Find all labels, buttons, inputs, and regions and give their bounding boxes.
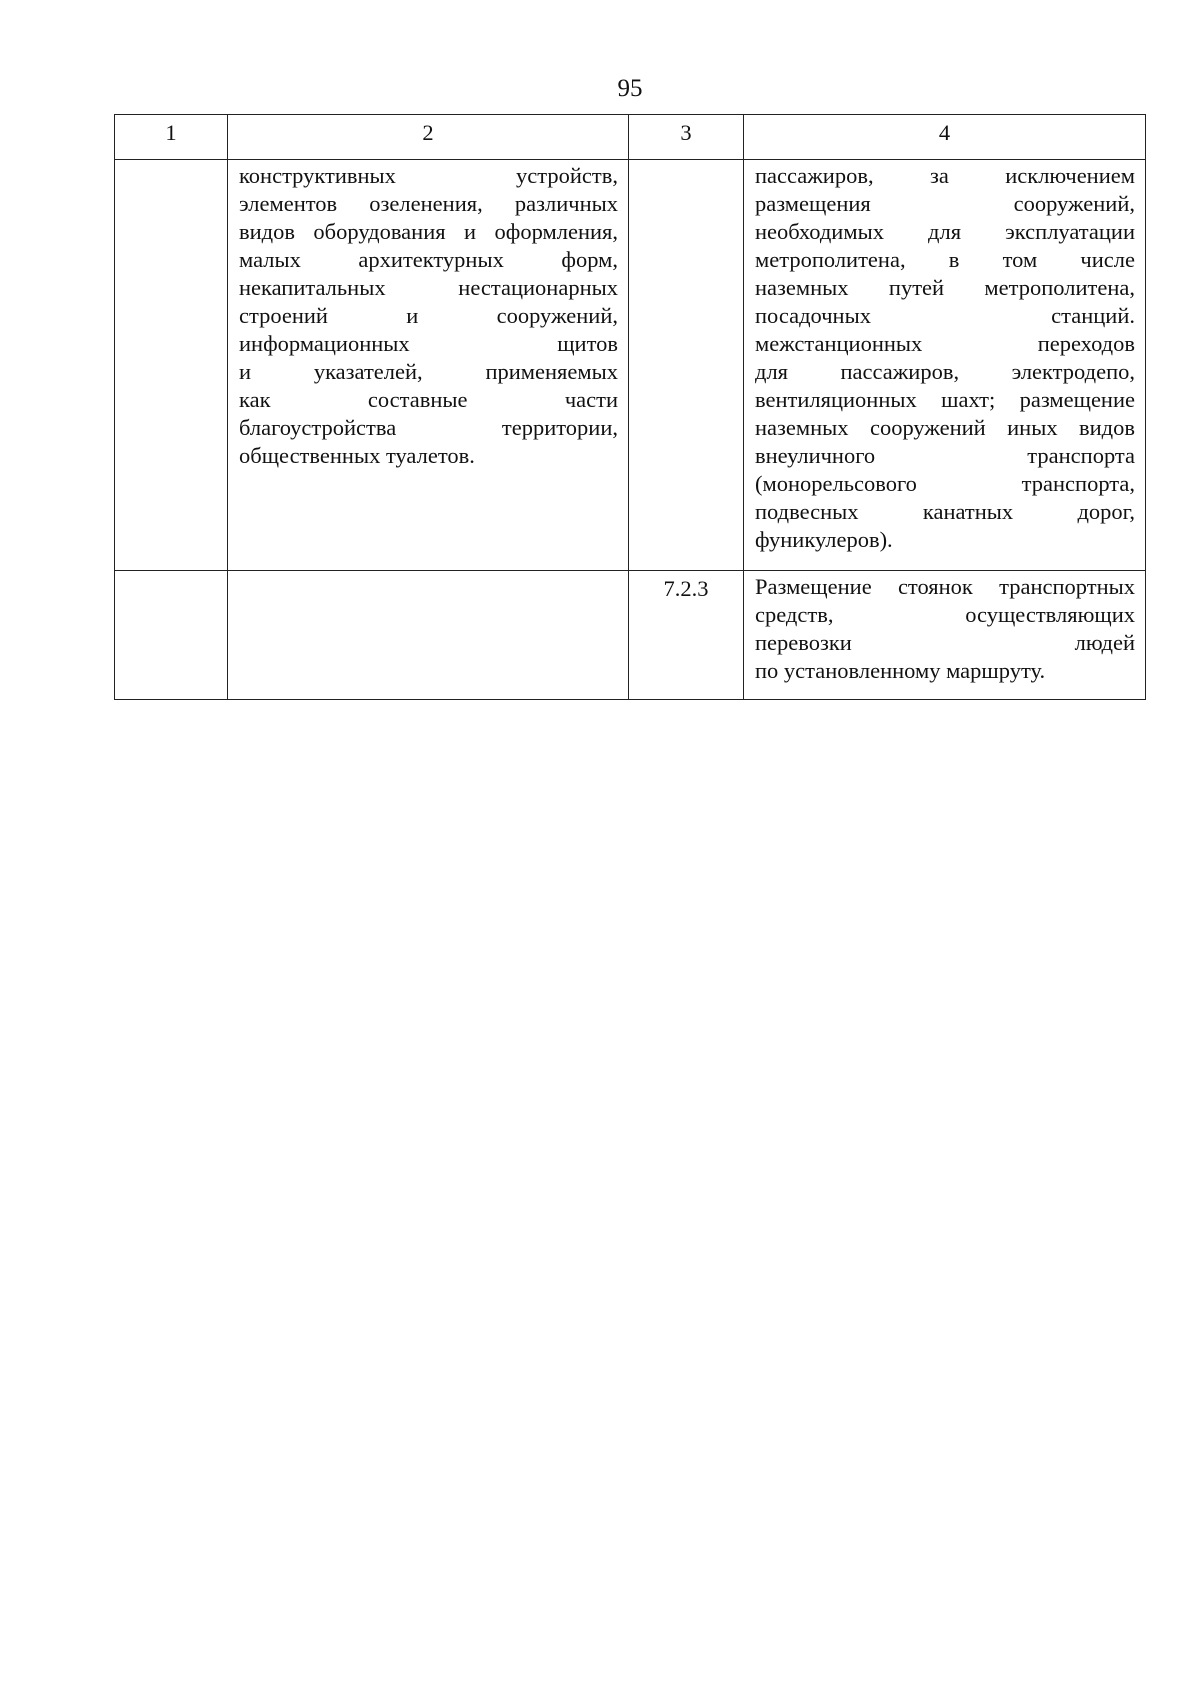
text-line: пассажиров, за исключением [755, 163, 1135, 188]
text-line: некапитальных нестационарных [239, 275, 618, 300]
cell-col3: 7.2.3 [629, 571, 744, 700]
page-number: 95 [617, 75, 643, 102]
text-line: как составные части [239, 387, 618, 412]
text-line: конструктивных устройств, [239, 163, 618, 188]
cell-col2 [228, 571, 629, 700]
text-line: посадочных станций. [755, 303, 1135, 328]
text-line: внеуличного транспорта [755, 443, 1135, 468]
text-line: информационных щитов [239, 331, 618, 356]
table-row [115, 160, 1146, 571]
header-cell-4: 4 [744, 115, 1146, 160]
text-line: по установленному маршруту. [755, 658, 1046, 683]
text-line: видов оборудования и оформления, [239, 219, 618, 244]
text-line: и указателей, применяемых [239, 359, 618, 384]
text-line: фуникулеров). [755, 527, 893, 552]
text-line: элементов озеленения, различных [239, 191, 618, 216]
text-line: межстанционных переходов [755, 331, 1135, 356]
text-line: подвесных канатных дорог, [755, 499, 1135, 524]
cell-col3 [629, 160, 744, 571]
text-line: необходимых для эксплуатации [755, 219, 1135, 244]
text-line: малых архитектурных форм, [239, 247, 618, 272]
cell-col1 [115, 160, 228, 571]
table-header-row [115, 115, 1146, 160]
text-line: Размещение стоянок транспортных [755, 574, 1135, 599]
header-cell-1: 1 [115, 115, 228, 160]
text-line: средств, осуществляющих [755, 602, 1135, 627]
cell-col4 [744, 160, 1146, 571]
cell-col4 [744, 571, 1146, 700]
header-cell-3: 3 [629, 115, 744, 160]
text-line: (монорельсового транспорта, [755, 471, 1135, 496]
cell-col2 [228, 160, 629, 571]
document-table [114, 114, 1146, 700]
text-line: перевозки людей [755, 630, 1135, 655]
text-line: метрополитена, в том числе [755, 247, 1135, 272]
text-line: размещения сооружений, [755, 191, 1135, 216]
header-cell-2: 2 [228, 115, 629, 160]
cell-col1 [115, 571, 228, 700]
text-line: наземных сооружений иных видов [755, 415, 1135, 440]
text-line: благоустройства территории, [239, 415, 618, 440]
text-line: общественных туалетов. [239, 443, 475, 468]
table-row [115, 571, 1146, 700]
text-line: для пассажиров, электродепо, [755, 359, 1135, 384]
text-line: вентиляционных шахт; размещение [755, 387, 1135, 412]
text-line: строений и сооружений, [239, 303, 618, 328]
text-line: наземных путей метрополитена, [755, 275, 1135, 300]
